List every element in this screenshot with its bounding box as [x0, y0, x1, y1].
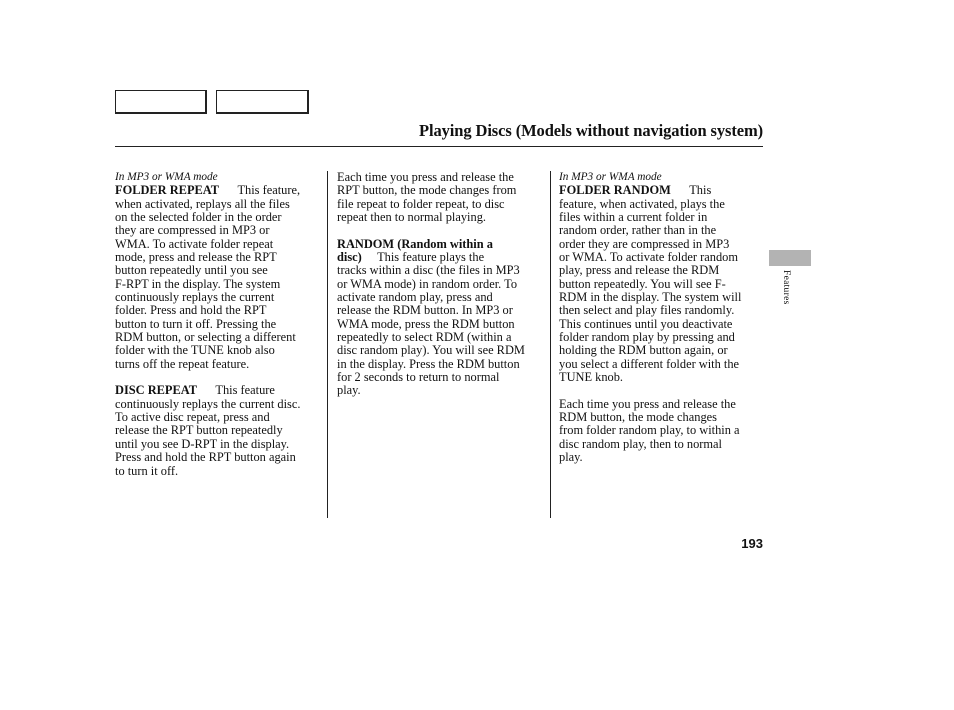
page-number: 193: [741, 536, 763, 551]
text-line: from folder random play, to within a: [559, 423, 740, 438]
text-line: RDM button, or selecting a different: [115, 330, 296, 345]
text-line: continuously replays the current disc.: [115, 396, 301, 411]
text-line: repeatedly to select RDM (within a: [337, 330, 512, 345]
folder-repeat-lead: This feature,: [237, 183, 301, 198]
text-line: release the RDM button. In MP3 or: [337, 303, 513, 318]
text-line: in the display. Press the RDM button: [337, 356, 520, 371]
nav-box-right: [216, 90, 309, 114]
text-line: you select a different folder with the: [559, 356, 740, 371]
text-line: To active disc repeat, press and: [115, 410, 270, 425]
text-line: order they are compressed in MP3: [559, 236, 730, 251]
title-rule: [115, 146, 763, 147]
text-line: folder random play by pressing and: [559, 330, 735, 345]
column-2: [337, 171, 543, 411]
folder-repeat-text: [115, 198, 323, 371]
random-lead: This feature plays the: [377, 250, 485, 265]
text-line: or WMA mode) in random order. To: [337, 276, 518, 291]
column-divider-2: [550, 171, 551, 518]
mode-label: In MP3 or WMA mode: [559, 171, 662, 183]
text-line: files within a current folder in: [559, 210, 708, 225]
text-line: WMA mode, press the RDM button: [337, 316, 515, 331]
text-line: play.: [337, 383, 361, 398]
folder-random-heading: FOLDER RANDOM: [559, 183, 671, 198]
text-line: on the selected folder in the order: [115, 210, 282, 225]
disc-repeat-text: [115, 398, 323, 478]
folder-random-section: [559, 184, 759, 384]
text-line: button to turn it off. Pressing the: [115, 316, 277, 331]
column-1: [115, 171, 323, 491]
text-line: WMA. To activate folder repeat: [115, 236, 274, 251]
folder-random-first-line: [559, 184, 759, 197]
folder-random-text: [559, 198, 759, 385]
mode-label: In MP3 or WMA mode: [115, 171, 218, 183]
text-line: TUNE knob.: [559, 370, 624, 385]
text-line: or WMA. To activate folder random: [559, 250, 738, 265]
text-line: when activated, replays all the files: [115, 196, 290, 211]
random-heading-cont: disc): [337, 250, 362, 265]
page-title: Playing Discs (Models without navigation system): [419, 121, 763, 140]
text-line: release the RPT button repeatedly: [115, 423, 283, 438]
random-heading: RANDOM (Random within a: [337, 236, 493, 251]
repeat-cycle-text: [337, 171, 543, 224]
text-line: button repeatedly until you see: [115, 263, 268, 278]
folder-repeat-section: [115, 184, 323, 371]
text-line: folder. Press and hold the RPT: [115, 303, 267, 318]
text-line: Each time you press and release the: [559, 396, 736, 411]
text-line: play.: [559, 450, 583, 465]
text-line: F-RPT in the display. The system: [115, 276, 281, 291]
disc-repeat-first-line: [115, 384, 323, 397]
nav-box-left: [115, 90, 207, 114]
text-line: button repeatedly. You will see F-: [559, 276, 726, 291]
text-line: file repeat to folder repeat, to disc: [337, 196, 505, 211]
text-line: feature, when activated, plays the: [559, 196, 725, 211]
text-line: Each time you press and release the: [337, 170, 514, 184]
random-section: [337, 238, 543, 398]
text-line: mode, press and release the RPT: [115, 250, 277, 265]
text-line: for 2 seconds to return to normal: [337, 370, 500, 385]
text-line: then select and play files randomly.: [559, 303, 735, 318]
text-line: turns off the repeat feature.: [115, 356, 250, 371]
text-line: holding the RDM button again, or: [559, 343, 728, 358]
folder-random-lead: This: [689, 183, 712, 198]
column-divider-1: [327, 171, 328, 518]
section-tab: [769, 250, 811, 266]
text-line: until you see D-RPT in the display.: [115, 436, 290, 451]
disc-repeat-section: [115, 384, 323, 477]
disc-repeat-heading: DISC REPEAT: [115, 383, 198, 398]
text-line: RDM button, the mode changes: [559, 410, 717, 425]
text-line: they are compressed in MP3 or: [115, 223, 270, 238]
text-line: RPT button, the mode changes from: [337, 183, 517, 198]
text-line: disc random play, then to normal: [559, 436, 722, 451]
column-3: [559, 171, 759, 478]
text-line: random order, rather than in the: [559, 223, 717, 238]
text-line: continuously replays the current: [115, 290, 275, 305]
disc-repeat-lead: This feature: [215, 383, 275, 398]
random-cycle-text: [559, 398, 759, 465]
text-line: tracks within a disc (the files in MP3: [337, 263, 520, 278]
text-line: RDM in the display. The system will: [559, 290, 742, 305]
text-line: activate random play, press and: [337, 290, 493, 305]
section-tab-label: Features: [781, 270, 791, 305]
text-line: repeat then to normal playing.: [337, 210, 486, 225]
text-line: to turn it off.: [115, 463, 179, 478]
text-line: This continues until you deactivate: [559, 316, 733, 331]
text-line: play, press and release the RDM: [559, 263, 720, 278]
text-line: disc random play). You will see RDM: [337, 343, 525, 358]
random-text: [337, 264, 543, 397]
folder-repeat-heading: FOLDER REPEAT: [115, 183, 220, 198]
folder-repeat-first-line: [115, 184, 323, 197]
text-line: folder with the TUNE knob also: [115, 343, 275, 358]
random-first-line: [337, 251, 543, 264]
text-line: Press and hold the RPT button again: [115, 450, 296, 465]
